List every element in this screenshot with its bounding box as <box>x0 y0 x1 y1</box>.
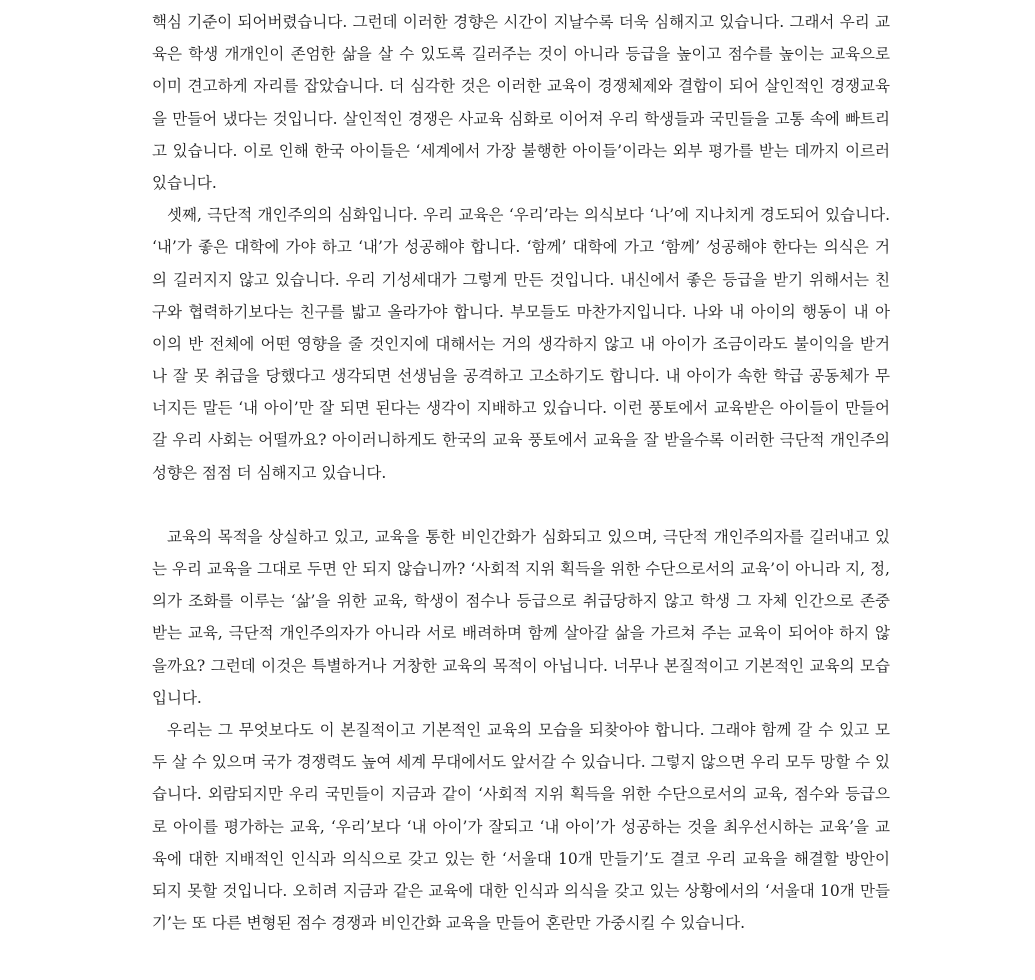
text-line: 이의 반 전체에 어떤 영향을 줄 것인지에 대해서는 거의 생각하지 않고 내 아이가 조금이라도 불이익을 받거 <box>152 334 890 353</box>
text-line: 구와 협력하기보다는 친구를 밟고 올라가야 합니다. 부모들도 마찬가지입니다. 나와 내 아이의 행동이 내 아 <box>152 302 890 321</box>
text-line: 로 아이를 평가하는 교육, ‘우리’보다 ‘내 아이’가 잘되고 ‘내 아이’가 성공하는 것을 최우선시하는 교육’을 교 <box>152 817 890 836</box>
paragraph-3 <box>152 521 890 714</box>
text-line: 갈 우리 사회는 어떨까요? 아이러니하게도 한국의 교육 풍토에서 교육을 잘 받을수록 이러한 극단적 개인주의 <box>152 431 890 450</box>
text-line: 기’는 또 다른 변형된 점수 경쟁과 비인간화 교육을 만들어 혼란만 가중시킬 수 있습니다. <box>152 914 746 933</box>
text-line: 고 있습니다. 이로 인해 한국 아이들은 ‘세계에서 가장 불행한 아이들’이라는 외부 평가를 받는 데까지 이르러 <box>152 141 890 160</box>
text-line: 이미 견고하게 자리를 잡았습니다. 더 심각한 것은 이러한 교육이 경쟁체제와 결합이 되어 살인적인 경쟁교육 <box>152 77 890 96</box>
text-line: 는 우리 교육을 그대로 두면 안 되지 않습니까? ‘사회적 지위 획득을 위한 수단으로서의 교육’이 아니라 지, 정, <box>152 560 890 578</box>
text-line: 입니다. <box>152 688 202 707</box>
paragraph-2 <box>152 199 890 489</box>
paragraph-4 <box>152 714 890 939</box>
text-line: 너지든 말든 ‘내 아이’만 잘 되면 된다는 생각이 지배하고 있습니다. 이런 풍토에서 교육받은 아이들이 만들어 <box>152 399 890 418</box>
text-line: 나 잘 못 취급을 당했다고 생각되면 선생님을 공격하고 고소하기도 합니다. 내 아이가 속한 학급 공동체가 무 <box>152 367 890 386</box>
text-line: 교육의 목적을 상실하고 있고, 교육을 통한 비인간화가 심화되고 있으며, 극단적 개인주의자를 길러내고 있 <box>167 527 890 546</box>
text-line: ‘내’가 좋은 대학에 가야 하고 ‘내’가 성공해야 합니다. ‘함께’ 대학에 가고 ‘함께’ 성공해야 한다는 의식은 거 <box>152 238 890 257</box>
text-line: 있습니다. <box>152 173 217 192</box>
paragraph-gap <box>152 489 890 521</box>
text-line: 성향은 점점 더 심해지고 있습니다. <box>152 463 387 482</box>
text-line: 의 길러지지 않고 있습니다. 우리 기성세대가 그렇게 만든 것입니다. 내신에서 좋은 등급을 받기 위해서는 친 <box>152 270 890 289</box>
text-line: 두 살 수 있으며 국가 경쟁력도 높여 세계 무대에서도 앞서갈 수 있습니다. 그렇지 않으면 우리 모두 망할 수 있 <box>152 753 890 772</box>
text-line: 받는 교육, 극단적 개인주의자가 아니라 서로 배려하며 함께 살아갈 삶을 가르쳐 주는 교육이 되어야 하지 않 <box>152 624 890 643</box>
text-line: 의가 조화를 이루는 ‘삶’을 위한 교육, 학생이 점수나 등급으로 취급당하지 않고 학생 그 자체 인간으로 존중 <box>152 592 890 611</box>
text-line: 육에 대한 지배적인 인식과 의식으로 갖고 있는 한 ‘서울대 10개 만들기’도 결코 우리 교육을 해결할 방안이 <box>152 849 890 868</box>
text-line: 습니다. 외람되지만 우리 국민들이 지금과 같이 ‘사회적 지위 획득을 위한 수단으로서의 교육, 점수와 등급으 <box>152 785 890 804</box>
text-line: 을까요? 그런데 이것은 특별하거나 거창한 교육의 목적이 아닙니다. 너무나 본질적이고 기본적인 교육의 모습 <box>152 656 890 675</box>
text-line: 핵심 기준이 되어버렸습니다. 그런데 이러한 경향은 시간이 지날수록 더욱 심해지고 있습니다. 그래서 우리 교 <box>152 13 890 31</box>
paragraph-1 <box>152 6 890 199</box>
text-line: 을 만들어 냈다는 것입니다. 살인적인 경쟁은 사교육 심화로 이어져 우리 학생들과 국민들을 고통 속에 빠트리 <box>152 109 890 128</box>
document-body <box>152 6 890 939</box>
text-line: 우리는 그 무엇보다도 이 본질적이고 기본적인 교육의 모습을 되찾아야 합니다. 그래야 함께 갈 수 있고 모 <box>167 720 890 739</box>
text-line: 셋째, 극단적 개인주의의 심화입니다. 우리 교육은 ‘우리’라는 의식보다 ‘나’에 지나치게 경도되어 있습니다. <box>167 206 890 225</box>
text-line: 되지 못할 것입니다. 오히려 지금과 같은 교육에 대한 인식과 의식을 갖고 있는 상황에서의 ‘서울대 10개 만들 <box>152 881 890 900</box>
text-line: 육은 학생 개개인이 존엄한 삶을 살 수 있도록 길러주는 것이 아니라 등급을 높이고 점수를 높이는 교육으로 <box>152 45 890 64</box>
